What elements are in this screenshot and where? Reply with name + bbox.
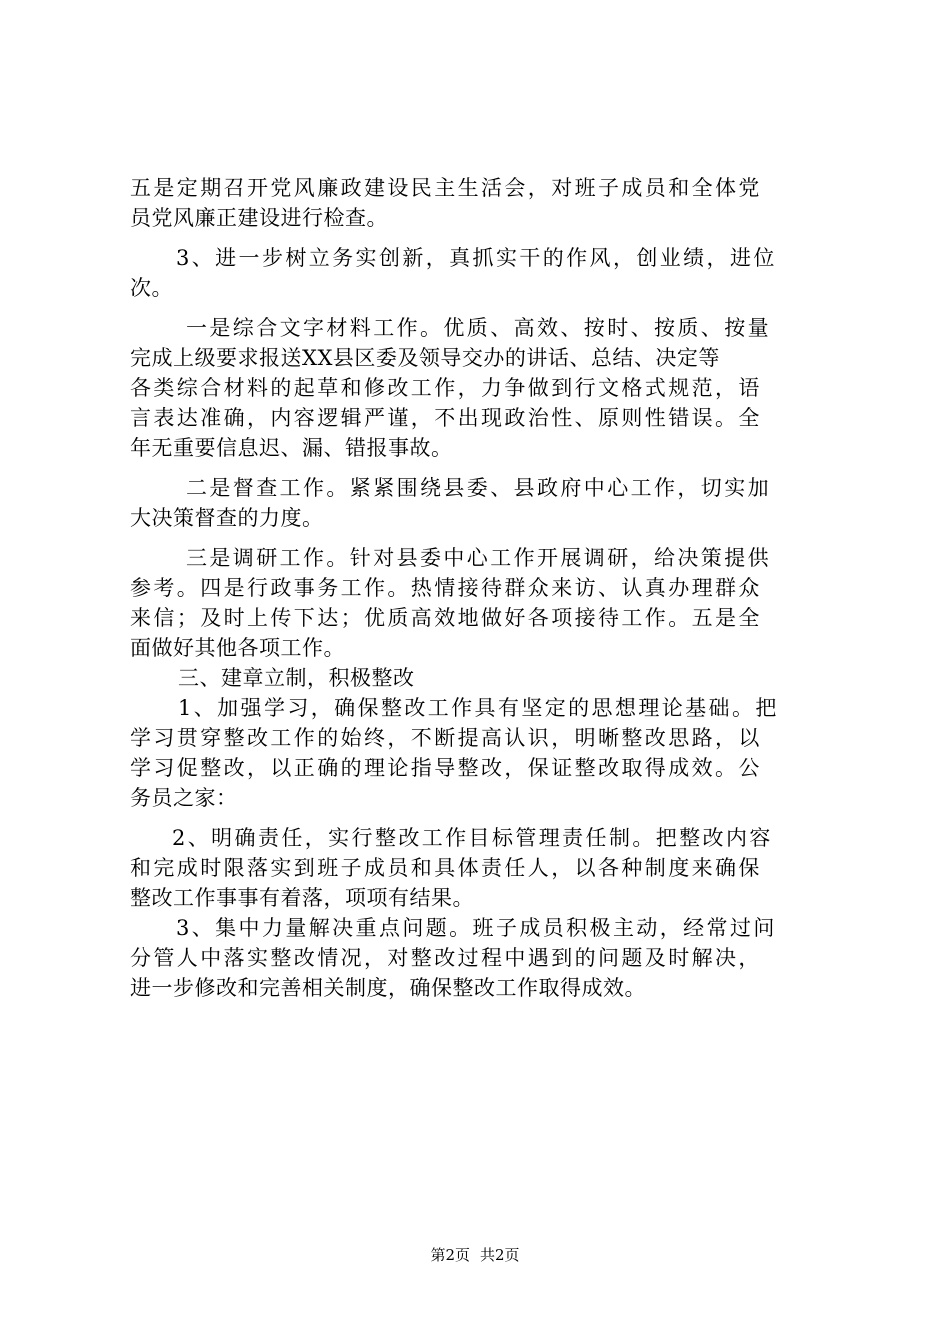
text-line: 言表达准确，内容逻辑严谨，不出现政治性、原则性错误。全 bbox=[130, 406, 762, 430]
text-line: 参考。四是行政事务工作。热情接待群众来访、认真办理群众 bbox=[130, 576, 762, 600]
text-line: 3、集中力量解决重点问题。班子成员积极主动，经常过问 bbox=[176, 916, 777, 940]
text-line: 五是定期召开党风廉政建设民主生活会，对班子成员和全体党 bbox=[130, 176, 762, 200]
document-body bbox=[130, 173, 842, 1003]
page-footer bbox=[0, 1245, 950, 1265]
text-line: 分管人中落实整改情况，对整改过程中遇到的问题及时解决， bbox=[130, 946, 762, 970]
text-line: 完成上级要求报送XX县区委及领导交办的讲话、总结、决定等 bbox=[130, 346, 720, 370]
text-line: 年无重要信息迟、漏、错报事故。 bbox=[130, 436, 453, 460]
text-line: 大决策督查的力度。 bbox=[130, 506, 324, 530]
page-number: 第2页 bbox=[430, 1246, 470, 1264]
text-line: 二是督查工作。紧紧围绕县委、县政府中心工作，切实加 bbox=[186, 476, 771, 500]
text-line: 学习促整改，以正确的理论指导整改，保证整改取得成效。公 bbox=[130, 756, 762, 780]
text-line: 学习贯穿整改工作的始终，不断提高认识，明晰整改思路，以 bbox=[130, 726, 762, 750]
text-line: 三是调研工作。针对县委中心工作开展调研，给决策提供 bbox=[186, 546, 771, 570]
text-line: 3、进一步树立务实创新，真抓实干的作风，创业绩，进位 bbox=[176, 246, 777, 270]
text-line: 2、明确责任，实行整改工作目标管理责任制。把整改内容 bbox=[172, 826, 773, 850]
text-line: 和完成时限落实到班子成员和具体责任人，以各种制度来确保 bbox=[130, 856, 762, 880]
text-line: 进一步修改和完善相关制度，确保整改工作取得成效。 bbox=[130, 976, 646, 1000]
text-line: 1、加强学习，确保整改工作具有坚定的思想理论基础。把 bbox=[178, 696, 779, 720]
section-heading: 三、建章立制，积极整改 bbox=[178, 666, 415, 690]
text-line: 员党风廉正建设进行检查。 bbox=[130, 206, 388, 230]
text-line: 面做好其他各项工作。 bbox=[130, 636, 345, 660]
text-line: 来信；及时上传下达；优质高效地做好各项接待工作。五是全 bbox=[130, 606, 762, 630]
text-line: 一是综合文字材料工作。优质、高效、按时、按质、按量 bbox=[186, 316, 771, 340]
text-line: 各类综合材料的起草和修改工作，力争做到行文格式规范，语 bbox=[130, 376, 762, 400]
text-line: 次。 bbox=[130, 276, 173, 300]
text-line: 整改工作事事有着落，项项有结果。 bbox=[130, 886, 474, 910]
page-total: 共2页 bbox=[480, 1246, 520, 1264]
text-line: 务员之家： bbox=[130, 786, 238, 810]
